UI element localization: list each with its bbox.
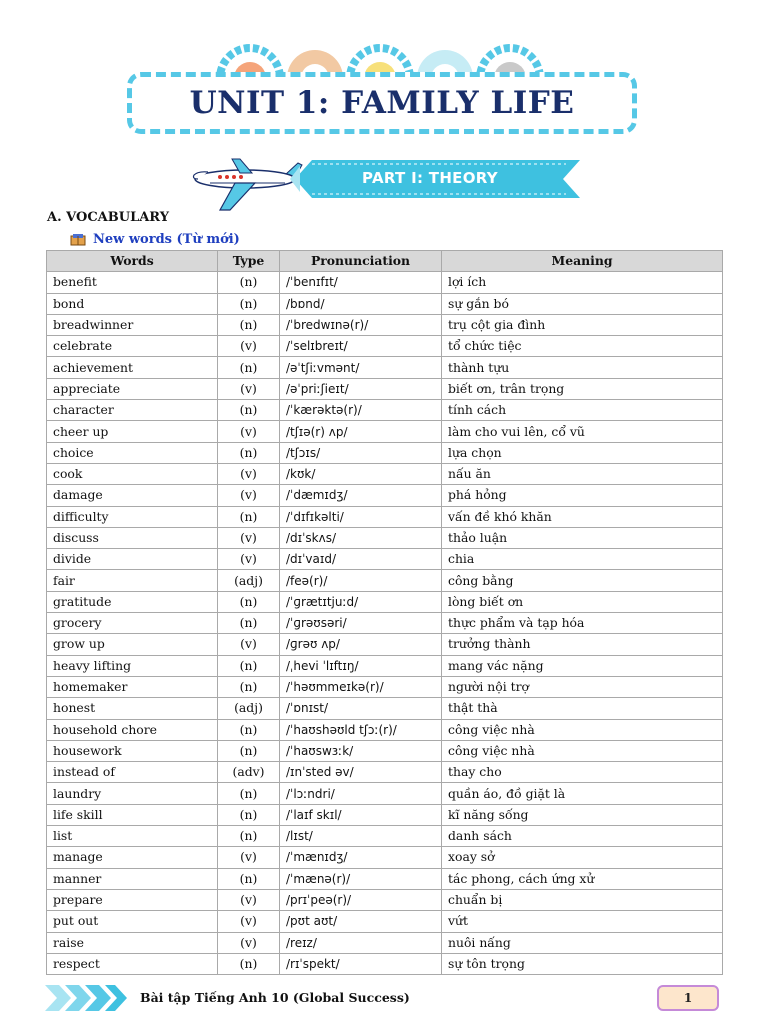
- cell-meaning: quần áo, đồ giặt là: [442, 783, 723, 804]
- cell-meaning: mang vác nặng: [442, 655, 723, 676]
- cell-word: grow up: [47, 634, 218, 655]
- cell-meaning: lựa chọn: [442, 442, 723, 463]
- cell-word: put out: [47, 911, 218, 932]
- cell-pronunciation: /ˈlɔːndri/: [280, 783, 442, 804]
- cell-type: (v): [218, 634, 280, 655]
- cell-word: honest: [47, 698, 218, 719]
- cell-type: (n): [218, 613, 280, 634]
- table-row: [47, 762, 723, 783]
- cell-meaning: thực phẩm và tạp hóa: [442, 613, 723, 634]
- table-row: [47, 868, 723, 889]
- cell-pronunciation: /dɪˈvaɪd/: [280, 549, 442, 570]
- cell-type: (n): [218, 357, 280, 378]
- cell-word: bond: [47, 293, 218, 314]
- cell-word: breadwinner: [47, 314, 218, 335]
- table-row: [47, 698, 723, 719]
- cell-word: discuss: [47, 527, 218, 548]
- table-row: [47, 591, 723, 612]
- cell-word: damage: [47, 485, 218, 506]
- table-row: [47, 676, 723, 697]
- cell-pronunciation: /ˈhaʊshəʊld tʃɔː(r)/: [280, 719, 442, 740]
- cell-meaning: làm cho vui lên, cổ vũ: [442, 421, 723, 442]
- part-title: PART I: THEORY: [362, 169, 498, 187]
- cell-meaning: chuẩn bị: [442, 889, 723, 910]
- table-row: [47, 719, 723, 740]
- column-header: Pronunciation: [280, 251, 442, 272]
- table-row: [47, 783, 723, 804]
- cell-pronunciation: /ˌhevi ˈlɪftɪŋ/: [280, 655, 442, 676]
- table-row: [47, 826, 723, 847]
- cell-type: (n): [218, 783, 280, 804]
- cell-type: (adj): [218, 698, 280, 719]
- cell-pronunciation: /əˈpriːʃieɪt/: [280, 378, 442, 399]
- column-header: Words: [47, 251, 218, 272]
- cell-pronunciation: /ˈbenɪfɪt/: [280, 272, 442, 293]
- cell-word: grocery: [47, 613, 218, 634]
- cell-word: fair: [47, 570, 218, 591]
- cell-type: (v): [218, 378, 280, 399]
- subheading-text: New words (Từ mới): [93, 232, 240, 247]
- table-row: [47, 314, 723, 335]
- cell-meaning: vấn đề khó khăn: [442, 506, 723, 527]
- cell-type: (v): [218, 336, 280, 357]
- cell-meaning: trưởng thành: [442, 634, 723, 655]
- table-row: [47, 442, 723, 463]
- cell-meaning: lợi ích: [442, 272, 723, 293]
- cell-type: (v): [218, 463, 280, 484]
- cell-pronunciation: /ˈselɪbreɪt/: [280, 336, 442, 357]
- cell-type: (v): [218, 485, 280, 506]
- cell-meaning: tính cách: [442, 400, 723, 421]
- cell-meaning: xoay sở: [442, 847, 723, 868]
- table-row: [47, 485, 723, 506]
- cell-pronunciation: /pʊt aʊt/: [280, 911, 442, 932]
- cell-meaning: thay cho: [442, 762, 723, 783]
- cell-pronunciation: /reɪz/: [280, 932, 442, 953]
- cell-pronunciation: /kʊk/: [280, 463, 442, 484]
- table-row: [47, 357, 723, 378]
- table-row: [47, 613, 723, 634]
- table-row: [47, 421, 723, 442]
- cell-word: heavy lifting: [47, 655, 218, 676]
- cell-type: (v): [218, 889, 280, 910]
- cell-word: list: [47, 826, 218, 847]
- cell-meaning: tác phong, cách ứng xử: [442, 868, 723, 889]
- cell-meaning: thảo luận: [442, 527, 723, 548]
- cell-meaning: phá hỏng: [442, 485, 723, 506]
- table-row: [47, 655, 723, 676]
- cell-meaning: vứt: [442, 911, 723, 932]
- cell-word: raise: [47, 932, 218, 953]
- cell-meaning: thật thà: [442, 698, 723, 719]
- cell-word: achievement: [47, 357, 218, 378]
- cell-type: (n): [218, 272, 280, 293]
- cell-pronunciation: /ˈdɪfɪkəlti/: [280, 506, 442, 527]
- table-row: [47, 953, 723, 974]
- table-row: [47, 847, 723, 868]
- cell-word: respect: [47, 953, 218, 974]
- unit-title: UNIT 1: FAMILY LIFE: [189, 85, 575, 121]
- cell-word: housework: [47, 740, 218, 761]
- cell-type: (n): [218, 314, 280, 335]
- cell-pronunciation: /ɪnˈsted əv/: [280, 762, 442, 783]
- table-row: [47, 549, 723, 570]
- cell-meaning: nấu ăn: [442, 463, 723, 484]
- table-row: [47, 272, 723, 293]
- cell-meaning: người nội trợ: [442, 676, 723, 697]
- cell-pronunciation: /ˈdæmɪdʒ/: [280, 485, 442, 506]
- cell-type: (n): [218, 591, 280, 612]
- subheading: [70, 232, 240, 247]
- cell-pronunciation: /ˈmænɪdʒ/: [280, 847, 442, 868]
- cell-pronunciation: /ˈkærəktə(r)/: [280, 400, 442, 421]
- cell-pronunciation: /tʃɔɪs/: [280, 442, 442, 463]
- cell-meaning: nuôi nấng: [442, 932, 723, 953]
- cell-type: (n): [218, 826, 280, 847]
- cell-type: (n): [218, 953, 280, 974]
- cell-word: benefit: [47, 272, 218, 293]
- cell-pronunciation: /rɪˈspekt/: [280, 953, 442, 974]
- cell-pronunciation: /ˈɡrəʊsəri/: [280, 613, 442, 634]
- cell-meaning: biết ơn, trân trọng: [442, 378, 723, 399]
- airplane-icon: [190, 155, 305, 215]
- cell-word: gratitude: [47, 591, 218, 612]
- cell-pronunciation: /ˈlaɪf skɪl/: [280, 804, 442, 825]
- cell-pronunciation: /ˈbredwɪnə(r)/: [280, 314, 442, 335]
- cell-pronunciation: /bɒnd/: [280, 293, 442, 314]
- cell-word: difficulty: [47, 506, 218, 527]
- cell-word: life skill: [47, 804, 218, 825]
- cell-type: (adj): [218, 570, 280, 591]
- table-row: [47, 378, 723, 399]
- cell-meaning: sự tôn trọng: [442, 953, 723, 974]
- cell-word: prepare: [47, 889, 218, 910]
- cell-type: (n): [218, 442, 280, 463]
- table-row: [47, 570, 723, 591]
- cell-type: (v): [218, 549, 280, 570]
- table-row: [47, 527, 723, 548]
- section-heading: A. VOCABULARY: [47, 210, 169, 225]
- table-header-row: [47, 251, 723, 272]
- table-row: [47, 336, 723, 357]
- cell-meaning: công việc nhà: [442, 740, 723, 761]
- cell-meaning: tổ chức tiệc: [442, 336, 723, 357]
- cell-pronunciation: /ˈhaʊswɜːk/: [280, 740, 442, 761]
- book-title: Bài tập Tiếng Anh 10 (Global Success): [140, 990, 410, 1005]
- cell-type: (n): [218, 804, 280, 825]
- cell-type: (n): [218, 655, 280, 676]
- table-row: [47, 740, 723, 761]
- cell-word: appreciate: [47, 378, 218, 399]
- table-row: [47, 804, 723, 825]
- cell-type: (adv): [218, 762, 280, 783]
- cell-type: (n): [218, 400, 280, 421]
- cell-meaning: công bằng: [442, 570, 723, 591]
- vocabulary-table: [46, 250, 723, 975]
- cell-type: (v): [218, 527, 280, 548]
- unit-title-box: [127, 72, 637, 134]
- cell-word: instead of: [47, 762, 218, 783]
- table-row: [47, 463, 723, 484]
- cell-pronunciation: /ˈɒnɪst/: [280, 698, 442, 719]
- cell-word: manner: [47, 868, 218, 889]
- cell-pronunciation: /dɪˈskʌs/: [280, 527, 442, 548]
- cell-type: (v): [218, 847, 280, 868]
- cell-word: cheer up: [47, 421, 218, 442]
- cell-type: (n): [218, 868, 280, 889]
- cell-meaning: thành tựu: [442, 357, 723, 378]
- cell-word: character: [47, 400, 218, 421]
- book-icon: [70, 233, 86, 247]
- cell-type: (n): [218, 740, 280, 761]
- cell-type: (n): [218, 506, 280, 527]
- cell-word: homemaker: [47, 676, 218, 697]
- cell-type: (v): [218, 911, 280, 932]
- footer-arrows-icon: [45, 983, 127, 1013]
- cell-pronunciation: /prɪˈpeə(r)/: [280, 889, 442, 910]
- cell-word: celebrate: [47, 336, 218, 357]
- cell-word: divide: [47, 549, 218, 570]
- cell-meaning: trụ cột gia đình: [442, 314, 723, 335]
- cell-meaning: lòng biết ơn: [442, 591, 723, 612]
- cell-pronunciation: /feə(r)/: [280, 570, 442, 591]
- cell-word: manage: [47, 847, 218, 868]
- cell-type: (n): [218, 676, 280, 697]
- cell-pronunciation: /ˈɡrætɪtjuːd/: [280, 591, 442, 612]
- cell-word: cook: [47, 463, 218, 484]
- table-row: [47, 634, 723, 655]
- cell-pronunciation: /ˈmænə(r)/: [280, 868, 442, 889]
- cell-word: laundry: [47, 783, 218, 804]
- cell-pronunciation: /tʃɪə(r) ʌp/: [280, 421, 442, 442]
- cell-meaning: sự gắn bó: [442, 293, 723, 314]
- table-row: [47, 911, 723, 932]
- column-header: Meaning: [442, 251, 723, 272]
- cell-type: (v): [218, 421, 280, 442]
- table-row: [47, 932, 723, 953]
- table-row: [47, 506, 723, 527]
- page-number: 1: [657, 985, 719, 1011]
- cell-type: (n): [218, 719, 280, 740]
- cell-meaning: chia: [442, 549, 723, 570]
- cell-pronunciation: /ˈhəʊmmeɪkə(r)/: [280, 676, 442, 697]
- cell-word: choice: [47, 442, 218, 463]
- cell-type: (n): [218, 293, 280, 314]
- cell-pronunciation: /əˈtʃiːvmənt/: [280, 357, 442, 378]
- table-row: [47, 400, 723, 421]
- cell-type: (v): [218, 932, 280, 953]
- cell-pronunciation: /ɡrəʊ ʌp/: [280, 634, 442, 655]
- table-row: [47, 889, 723, 910]
- column-header: Type: [218, 251, 280, 272]
- table-row: [47, 293, 723, 314]
- cell-word: household chore: [47, 719, 218, 740]
- cell-meaning: kĩ năng sống: [442, 804, 723, 825]
- cell-meaning: công việc nhà: [442, 719, 723, 740]
- cell-pronunciation: /lɪst/: [280, 826, 442, 847]
- cell-meaning: danh sách: [442, 826, 723, 847]
